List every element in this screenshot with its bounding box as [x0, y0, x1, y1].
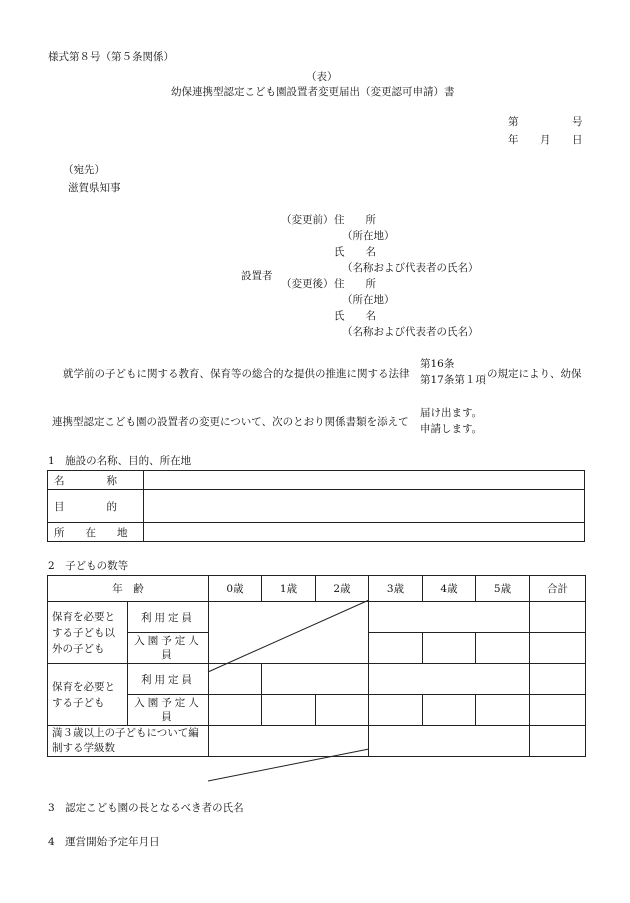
group1-under3-blank [209, 602, 369, 664]
group2-planned-total[interactable] [530, 695, 586, 726]
name-label-after: 氏 名 [334, 310, 376, 322]
age-2: 2歳 [316, 576, 369, 602]
body-line1-option1: 第16条 [420, 358, 455, 370]
facility-name-label: 名 称 [48, 471, 144, 490]
before-label: （変更前） [281, 214, 334, 226]
location-label-after: （所在地） [342, 294, 395, 306]
body-line1-tail: の規定により、幼保 [487, 368, 582, 380]
group2-planned-3[interactable] [369, 695, 423, 726]
body-line2-main: 連携型認定こども園の設置者の変更について、次のとおり関係書類を添えて [52, 416, 409, 428]
age-total: 合計 [530, 576, 586, 602]
group1-label: 保育を必要とする子ども以外の子ども [48, 602, 128, 664]
number-label-right: 号 [572, 116, 583, 128]
number-label-left: 第 [508, 116, 519, 128]
facility-location-value[interactable] [144, 523, 585, 542]
group2-capacity-0[interactable] [209, 664, 262, 695]
date-month: 月 [540, 134, 551, 146]
section3-heading: 3 認定こども園の長となるべき者の氏名 [48, 802, 244, 814]
body-line2-option2: 申請します。 [420, 423, 483, 435]
group2-planned-0[interactable] [209, 695, 262, 726]
body-line1-main: 就学前の子どもに関する教育、保育等の総合的な提供の推進に関する法律 [63, 368, 410, 380]
after-label: （変更後） [281, 278, 334, 290]
facility-purpose-value[interactable] [144, 490, 585, 523]
group2-capacity-1to2[interactable] [262, 664, 369, 695]
name-note-before: （名称および代表者の氏名） [342, 262, 479, 274]
location-label-before: （所在地） [342, 230, 395, 242]
facility-name-value[interactable] [144, 471, 585, 490]
form-number: 様式第８号（第５条関係） [48, 51, 174, 63]
addressee-prefix: （宛先） [63, 164, 105, 176]
group2-planned-1[interactable] [262, 695, 316, 726]
classes-under3-blank [209, 726, 369, 757]
group1-planned-5[interactable] [476, 633, 530, 664]
age-3: 3歳 [369, 576, 423, 602]
section1-heading: 1 施設の名称、目的、所在地 [48, 455, 192, 467]
group2-planned-2[interactable] [316, 695, 369, 726]
facility-table [47, 470, 585, 542]
table-row [48, 490, 585, 523]
classes-total[interactable] [530, 726, 586, 757]
group1-planned-3[interactable] [369, 633, 423, 664]
age-header: 年 齢 [48, 576, 209, 602]
group2-planned-5[interactable] [476, 695, 530, 726]
setter-label: 設置者 [241, 270, 273, 282]
table-row [48, 576, 586, 602]
section2-heading: 2 子どもの数等 [48, 560, 129, 572]
group1-capacity-3to5[interactable] [369, 602, 530, 633]
date-day: 日 [572, 134, 583, 146]
front-label: （表） [306, 71, 338, 83]
table-row [48, 726, 586, 757]
age-5: 5歳 [476, 576, 530, 602]
name-label-before: 氏 名 [334, 246, 376, 258]
table-row [48, 695, 586, 726]
address-label-after: 住 所 [334, 278, 376, 290]
table-row [48, 664, 586, 695]
age-1: 1歳 [262, 576, 316, 602]
group2-capacity-total[interactable] [530, 664, 586, 695]
page-title: 幼保連携型認定こども園設置者変更届出（変更認可申請）書 [171, 86, 455, 98]
group2-planned-label: 入園予定人員 [128, 695, 209, 726]
group1-capacity-label: 利用定員 [128, 602, 209, 633]
facility-location-label: 所 在 地 [48, 523, 144, 542]
addressee: 滋賀県知事 [68, 182, 121, 194]
table-row [48, 471, 585, 490]
address-label-before: 住 所 [334, 214, 376, 226]
name-note-after: （名称および代表者の氏名） [342, 326, 479, 338]
children-table [47, 575, 586, 757]
date-year: 年 [508, 134, 519, 146]
body-line2-option1: 届け出ます。 [420, 407, 483, 419]
table-row [48, 523, 585, 542]
group1-capacity-total[interactable] [530, 602, 586, 633]
group2-capacity-label: 利用定員 [128, 664, 209, 695]
group2-label: 保育を必要とする子ども [48, 664, 128, 726]
table-row [48, 602, 586, 633]
group1-planned-label: 入園予定人員 [128, 633, 209, 664]
group2-capacity-3to5[interactable] [369, 664, 530, 695]
classes-3to5[interactable] [369, 726, 530, 757]
group2-planned-4[interactable] [423, 695, 476, 726]
body-line1-option2: 第17条第１項 [420, 374, 486, 386]
group1-planned-4[interactable] [423, 633, 476, 664]
classes-label: 満３歳以上の子どもについて編制する学級数 [48, 726, 209, 757]
section4-heading: 4 運営開始予定年月日 [48, 836, 160, 848]
age-0: 0歳 [209, 576, 262, 602]
facility-purpose-label: 目 的 [48, 490, 144, 523]
group1-planned-total[interactable] [530, 633, 586, 664]
age-4: 4歳 [423, 576, 476, 602]
